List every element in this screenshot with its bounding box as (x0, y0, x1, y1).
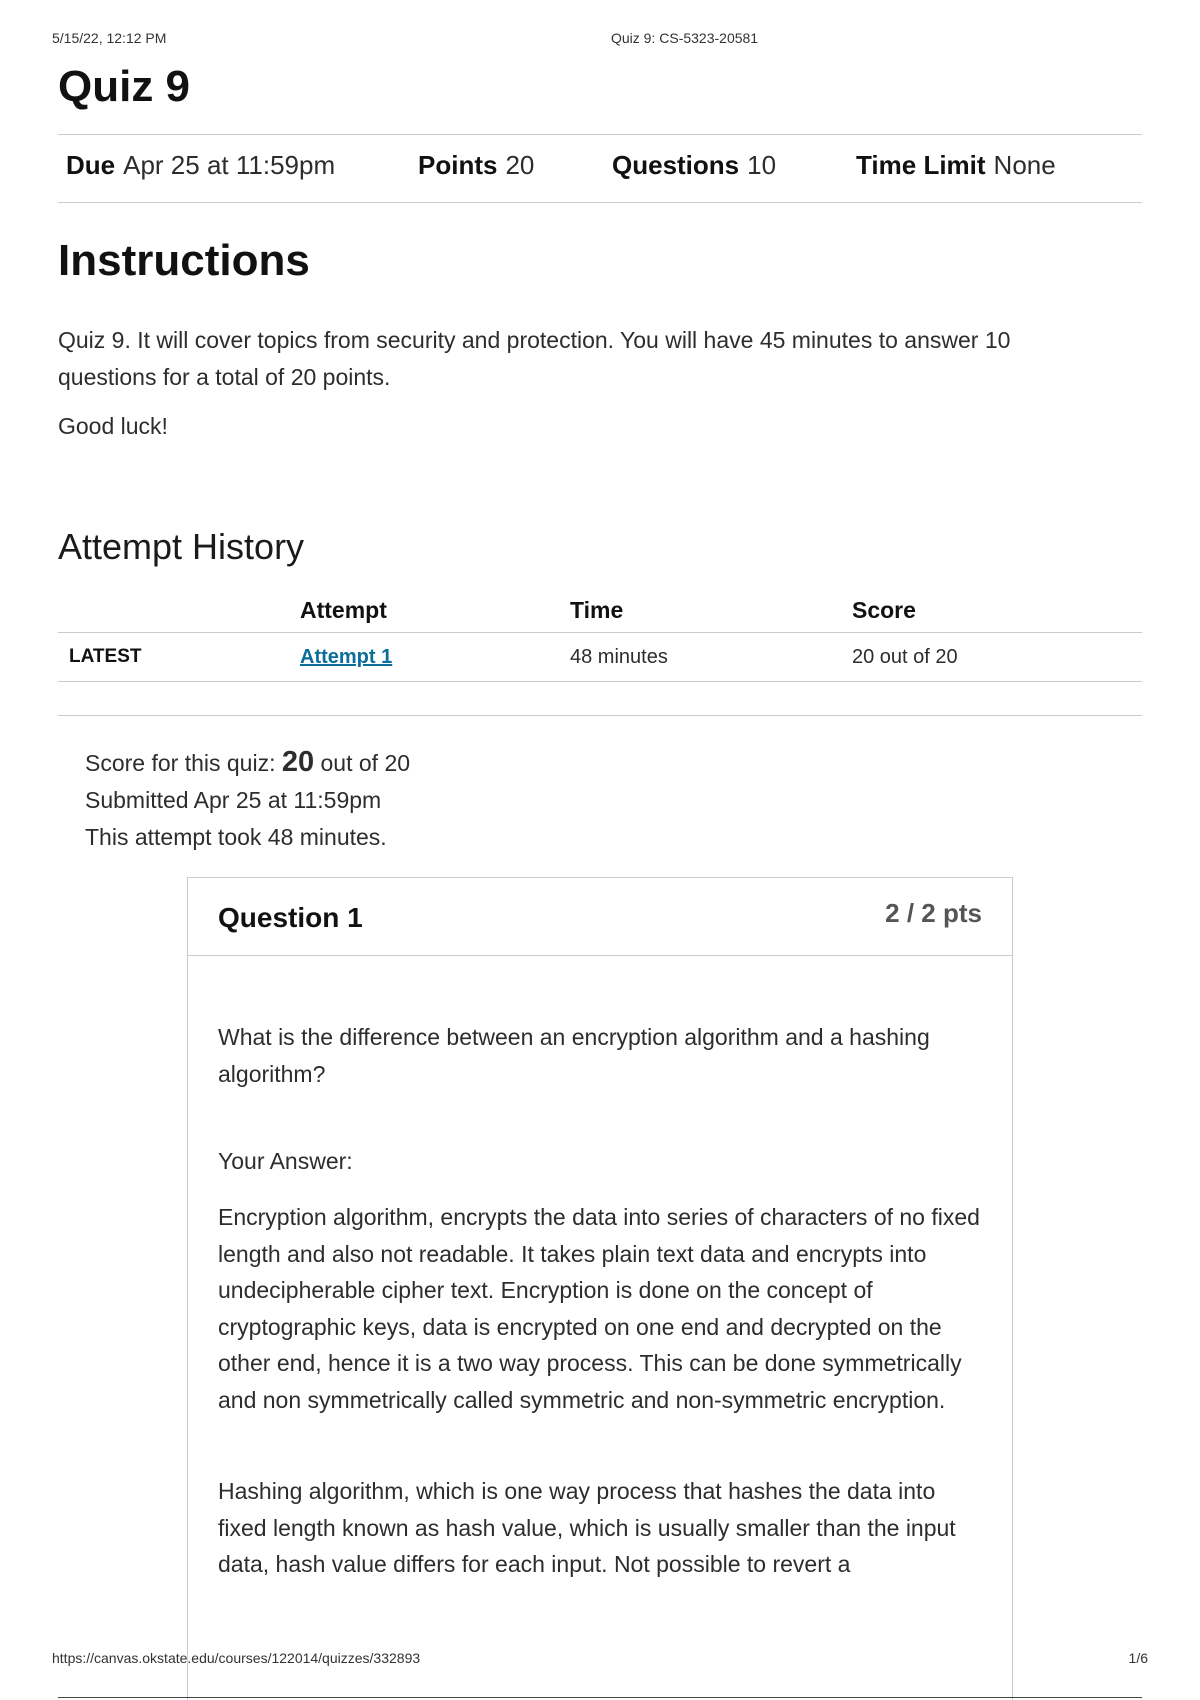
column-header-score: Score (852, 588, 1142, 633)
quiz-score-line (85, 744, 410, 782)
question-card (187, 877, 1013, 1700)
questions-detail (612, 150, 776, 181)
time-limit-detail (856, 150, 1056, 181)
instructions-closing: Good luck! (58, 413, 168, 439)
time-cell: 48 minutes (570, 633, 852, 682)
points-detail (418, 150, 534, 181)
column-header-attempt: Attempt (300, 588, 570, 633)
print-url: https://canvas.okstate.edu/courses/122014/quizzes/332893 (52, 1650, 421, 1666)
due-detail (66, 150, 335, 181)
column-header-time: Time (570, 588, 852, 633)
due-label: Due (66, 150, 116, 180)
score-value: 20 (281, 746, 315, 778)
question-title: Question 1 (218, 902, 363, 933)
question-header (188, 878, 1012, 956)
questions-value: 10 (747, 150, 777, 180)
question-points: 2 / 2 pts (885, 898, 982, 928)
answer-paragraph-1: Encryption algorithm, encrypts the data into series of characters of no fixed length and also not readable. It takes plain text data and encrypts into undecipherable cipher text. Encryption is done on the concept of cryptographic keys, data is encrypted on one end and decrypted on the other end, hence it is a two way process. This can be done symmetrically and non symmetrically called symmetric and non-symmetric encryption. (218, 1204, 980, 1413)
attempt-summary (85, 744, 410, 856)
score-cell: 20 out of 20 (852, 633, 1142, 682)
duration-line: This attempt took 48 minutes. (85, 824, 387, 850)
instructions-heading: Instructions (58, 236, 310, 285)
submitted-line: Submitted Apr 25 at 11:59pm (85, 787, 382, 813)
print-footer (52, 1650, 1148, 1670)
due-value: Apr 25 at 11:59pm (123, 150, 336, 180)
attempt-history-heading: Attempt History (58, 526, 305, 567)
score-suffix: out of 20 (314, 750, 411, 776)
divider (58, 134, 1142, 135)
page-number: 1/6 (1128, 1650, 1148, 1666)
latest-tag: LATEST (58, 633, 300, 682)
points-value: 20 (505, 150, 535, 180)
points-label: Points (418, 150, 498, 180)
attempt-cell (300, 633, 570, 682)
answer-label: Your Answer: (218, 1148, 353, 1174)
table-header-empty (58, 588, 300, 633)
quiz-title: Quiz 9 (58, 62, 191, 111)
attempt-link[interactable]: Attempt 1 (300, 645, 393, 668)
answer-paragraph-2: Hashing algorithm, which is one way process that hashes the data into fixed length known as hash value, which is usually smaller than the input data, hash value differs for each input. Not possible to revert a (218, 1478, 956, 1577)
instructions-text: Quiz 9. It will cover topics from security and protection. You will have 45 minutes to answer 10 questions for a total of 20 points. (58, 327, 1011, 390)
time-limit-label: Time Limit (856, 150, 986, 180)
print-header (52, 30, 1148, 50)
footer-divider (58, 1697, 1142, 1698)
divider (58, 202, 1142, 203)
print-page-title: Quiz 9: CS-5323-20581 (611, 30, 759, 46)
print-datetime: 5/15/22, 12:12 PM (52, 30, 167, 46)
table-header-row (58, 588, 1142, 633)
questions-label: Questions (612, 150, 740, 180)
question-text: What is the difference between an encryption algorithm and a hashing algorithm? (218, 1024, 930, 1087)
table-row (58, 633, 1142, 682)
score-prefix: Score for this quiz: (85, 750, 282, 776)
divider (58, 715, 1142, 716)
time-limit-value: None (993, 150, 1056, 180)
attempt-history-table (58, 588, 1142, 682)
